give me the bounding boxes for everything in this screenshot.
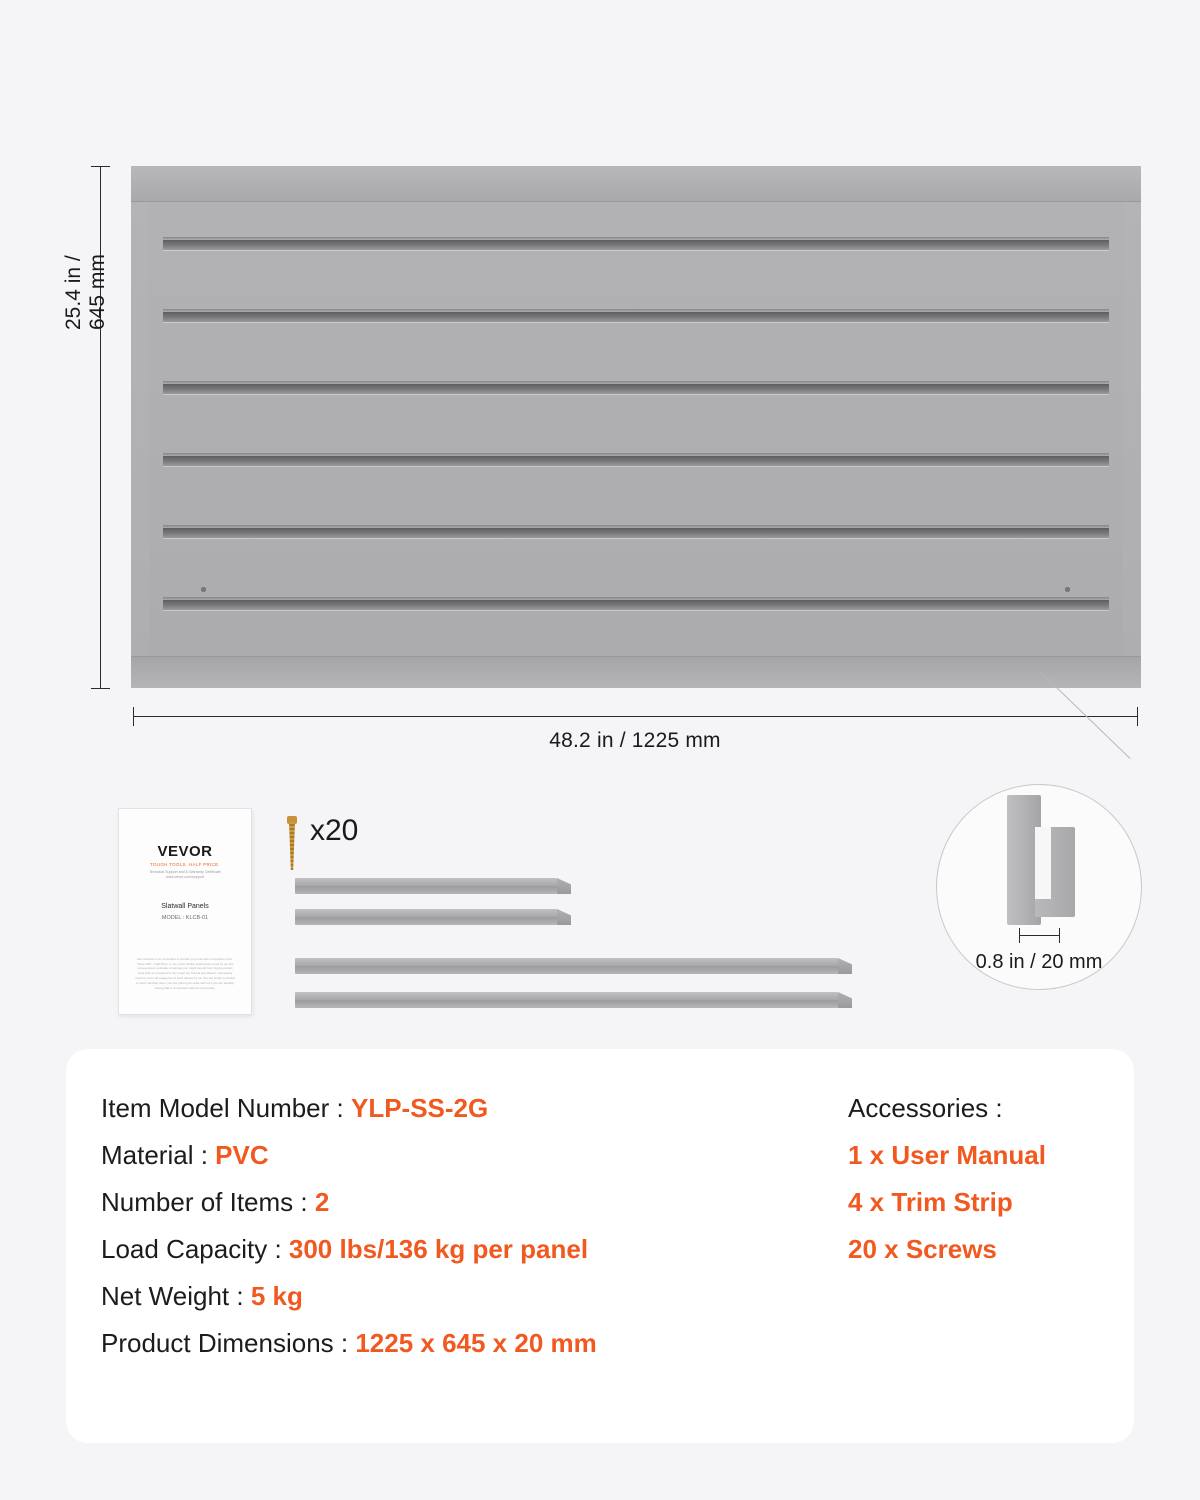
panel-slot — [163, 384, 1109, 394]
trim-strip-end — [838, 992, 852, 1008]
trim-strip-end — [557, 878, 571, 894]
spec-row-product-dimensions — [101, 1320, 597, 1367]
trim-strip-long — [295, 992, 838, 1008]
screw-count-label: x20 — [310, 814, 359, 847]
specification-card — [66, 1049, 1134, 1443]
spec-row-net-weight — [101, 1273, 597, 1320]
panel-slot — [163, 528, 1109, 538]
manual-support-line: Technical Support and E-Warranty Certificate www.vevor.com/support — [149, 870, 221, 880]
height-dimension-label-line2: 645 mm — [86, 254, 109, 330]
mounting-screw-dot — [1065, 587, 1070, 592]
accessories-title: Accessories : — [848, 1093, 1003, 1123]
spec-value-product-dimensions: 1225 x 645 x 20 mm — [355, 1328, 597, 1358]
panel-slot — [163, 600, 1109, 610]
height-dimension-line — [100, 166, 101, 688]
slatwall-panel-illustration — [131, 166, 1141, 688]
screw-icon — [287, 812, 297, 870]
manual-brand-logo: VEVOR — [157, 843, 213, 860]
user-manual-illustration — [118, 808, 252, 1015]
spec-value-model: YLP-SS-2G — [350, 1093, 489, 1123]
accessory-trim-strip: 4 x Trim Strip — [848, 1187, 1013, 1217]
width-dimension-label: 48.2 in / 1225 mm — [549, 729, 721, 752]
manual-body-text: We continue to be committed to provide you tools with competitive price. "Save Half", "Half Price" or any other similar expressions used by us only represents an estimate of savings you might benefit from buying certain tools with us compared to the major top brands and doesn't necessarily mean to cover all categories of tools offered by us. You are kindly reminded to verify carefully when you are placing an order with us if you are actually saving half in comparison with the top brands. — [135, 956, 235, 990]
height-dimension-cap-top — [91, 166, 110, 167]
panel-slot — [163, 456, 1109, 466]
callout-hook-recess — [1035, 827, 1051, 899]
accessory-user-manual: 1 x User Manual — [848, 1140, 1046, 1170]
panel-bottom-edge — [131, 656, 1141, 688]
width-dimension-line — [133, 716, 1138, 717]
panel-slot — [163, 240, 1109, 250]
spec-label-product-dimensions: Product Dimensions : — [101, 1328, 356, 1358]
height-dimension-label-line1: 25.4 in / — [62, 255, 85, 330]
spec-row-model — [101, 1085, 597, 1132]
spec-row-number-of-items — [101, 1179, 597, 1226]
trim-strip-end — [838, 958, 852, 974]
spec-list — [101, 1085, 597, 1367]
spec-value-material: PVC — [215, 1140, 269, 1170]
width-dimension-cap-right — [1137, 707, 1138, 726]
trim-strip-short — [295, 878, 557, 894]
spec-label-material: Material : — [101, 1140, 216, 1170]
spec-row-material — [101, 1132, 597, 1179]
thickness-dimension-label: 0.8 in / 20 mm — [975, 951, 1103, 973]
accessory-screws: 20 x Screws — [848, 1234, 997, 1264]
thickness-dimension-cap-right — [1059, 928, 1060, 943]
manual-tagline: TOUGH TOOLS. HALF PRICE. — [150, 862, 220, 867]
spec-label-net-weight: Net Weight : — [101, 1281, 251, 1311]
trim-strip-end — [557, 909, 571, 925]
mounting-screw-dot — [201, 587, 206, 592]
trim-strip-short — [295, 909, 557, 925]
panel-face — [149, 202, 1123, 656]
thickness-dimension-line — [1019, 935, 1059, 936]
width-dimension-cap-left — [133, 707, 134, 726]
spec-label-model: Item Model Number : — [101, 1093, 351, 1123]
spec-row-load-capacity — [101, 1226, 597, 1273]
screw-shaft — [289, 822, 295, 870]
panel-top-edge — [131, 166, 1141, 202]
thickness-dimension-cap-left — [1019, 928, 1020, 943]
spec-value-net-weight: 5 kg — [250, 1281, 303, 1311]
spec-label-number-of-items: Number of Items : — [101, 1187, 315, 1217]
spec-value-load-capacity: 300 lbs/136 kg per panel — [288, 1234, 589, 1264]
panel-slot — [163, 312, 1109, 322]
accessories-list — [848, 1085, 1046, 1273]
manual-product-title: Slatwall Panels — [161, 902, 209, 910]
spec-label-load-capacity: Load Capacity : — [101, 1234, 289, 1264]
manual-model-line: MODEL : KLCB-01 — [161, 914, 209, 921]
height-dimension-cap-bottom — [91, 688, 110, 689]
spec-value-number-of-items: 2 — [314, 1187, 330, 1217]
height-dimension-label — [62, 254, 110, 330]
trim-strip-long — [295, 958, 838, 974]
